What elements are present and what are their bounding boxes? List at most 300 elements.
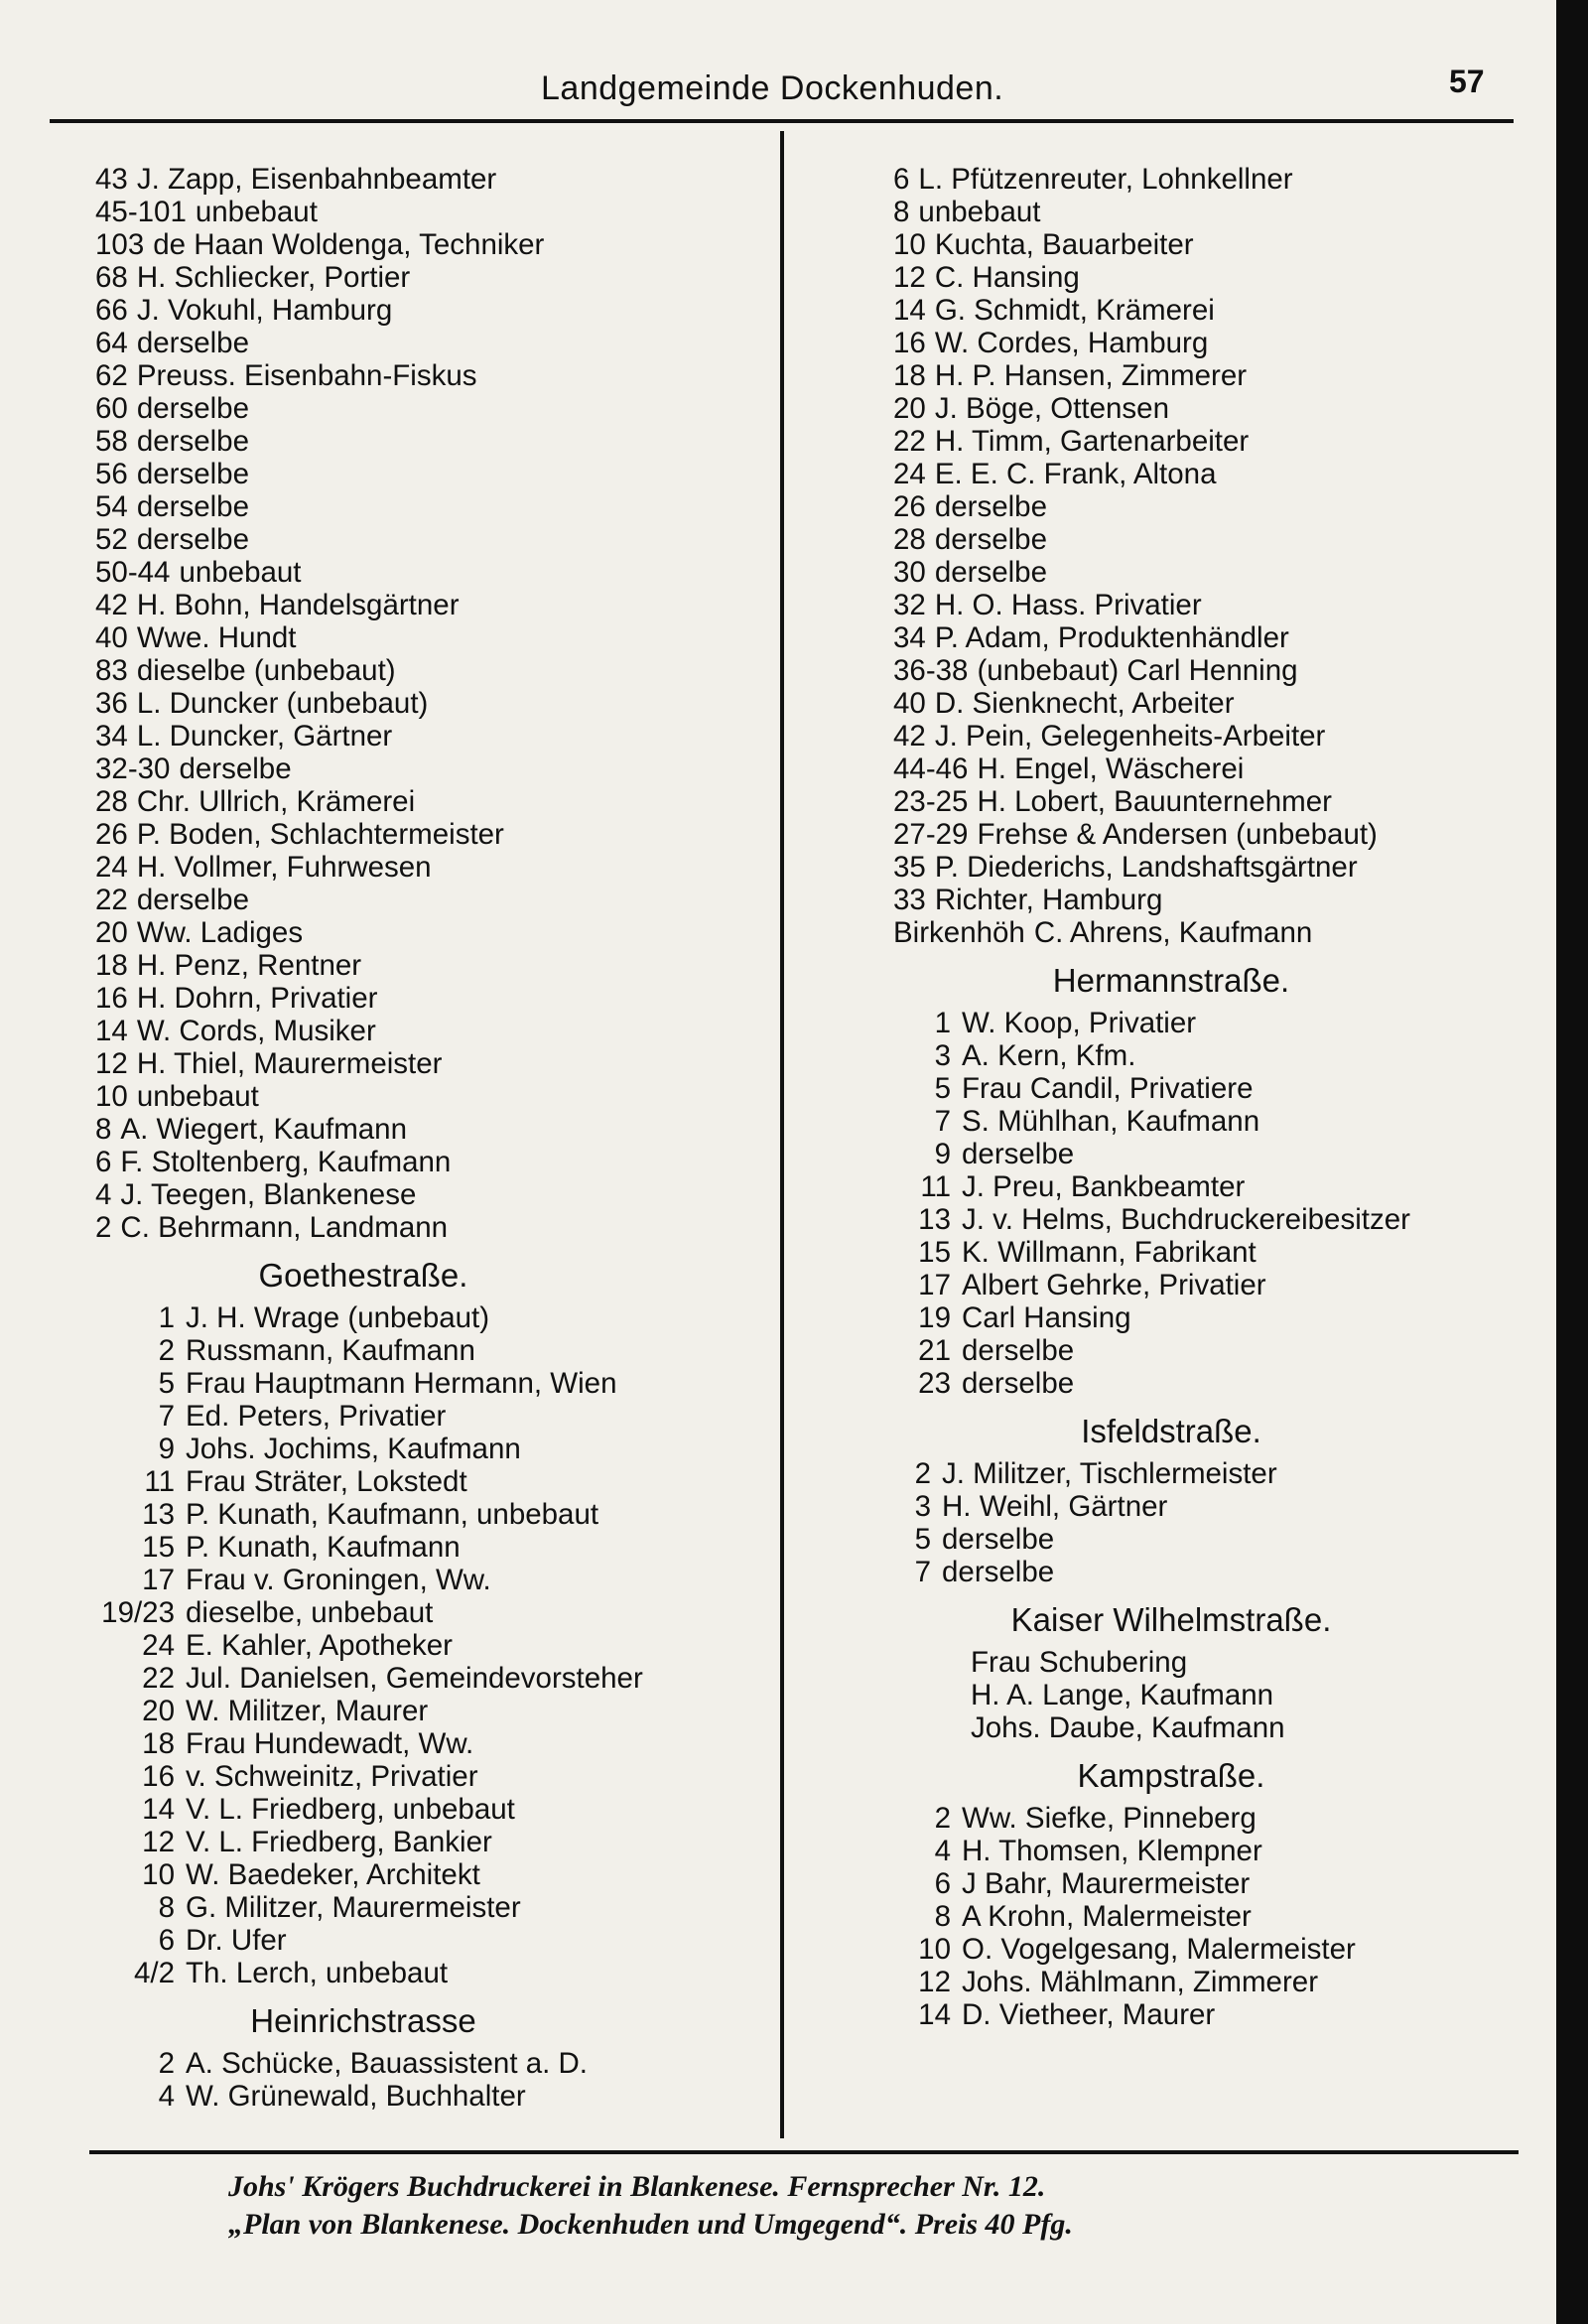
directory-entry bbox=[95, 163, 760, 196]
resident-name: Chr. Ullrich, Krämerei bbox=[136, 785, 416, 818]
resident-name: Albert Gehrke, Privatier bbox=[962, 1269, 1266, 1301]
directory-entry bbox=[893, 294, 1509, 327]
right-column bbox=[893, 163, 1509, 2031]
directory-entry bbox=[893, 1203, 1509, 1236]
house-number: 58 bbox=[95, 425, 128, 458]
resident-name: H. Dohrn, Privatier bbox=[136, 982, 378, 1015]
resident-name: v. Schweinitz, Privatier bbox=[186, 1760, 478, 1793]
directory-entry bbox=[893, 1900, 1509, 1933]
resident-name: P. Kunath, Kaufmann, unbebaut bbox=[186, 1498, 599, 1531]
resident-name: Th. Lerch, unbebaut bbox=[186, 1957, 449, 1989]
resident-name: J. Militzer, Tischlermeister bbox=[942, 1457, 1277, 1490]
directory-entry bbox=[95, 523, 760, 556]
resident-name: E. E. C. Frank, Altona bbox=[934, 458, 1217, 490]
directory-entry bbox=[893, 589, 1509, 621]
resident-name: J. Zapp, Eisenbahnbeamter bbox=[136, 163, 497, 196]
house-number: 5 bbox=[914, 1523, 931, 1556]
resident-name: derselbe bbox=[136, 523, 249, 556]
resident-name: C. Ahrens, Kaufmann bbox=[1033, 916, 1313, 949]
directory-entry bbox=[893, 1301, 1509, 1334]
directory-entry bbox=[893, 621, 1509, 654]
directory-entry bbox=[95, 720, 760, 752]
house-number: 26 bbox=[95, 818, 128, 851]
directory-entry bbox=[95, 1465, 760, 1498]
house-number: 6 bbox=[934, 1867, 951, 1900]
column-divider bbox=[780, 131, 784, 2138]
resident-name: Dr. Ufer bbox=[186, 1924, 287, 1957]
resident-name: F. Stoltenberg, Kaufmann bbox=[120, 1146, 452, 1178]
house-number: 68 bbox=[95, 261, 128, 294]
imprint-line-2: „Plan von Blankenese. Dockenhuden und Umgegend“. Preis 40 Pfg. bbox=[228, 2208, 1073, 2241]
house-number: 4/2 bbox=[133, 1957, 175, 1989]
hermannstrasse-list bbox=[893, 1007, 1509, 1400]
house-number: 2 bbox=[158, 2047, 175, 2080]
house-number: 15 bbox=[142, 1531, 175, 1564]
house-number: 36-38 bbox=[893, 654, 969, 687]
resident-name: derselbe bbox=[136, 327, 249, 359]
house-number: 12 bbox=[893, 261, 926, 294]
resident-name: H. Schliecker, Portier bbox=[136, 261, 411, 294]
directory-entry bbox=[893, 1367, 1509, 1400]
resident-name: Wwe. Hundt bbox=[136, 621, 297, 654]
resident-name: derselbe bbox=[942, 1556, 1055, 1588]
directory-entry bbox=[893, 1138, 1509, 1170]
resident-name: derselbe bbox=[136, 490, 249, 523]
directory-entry bbox=[95, 1957, 760, 1989]
resident-name: J. Vokuhl, Hamburg bbox=[136, 294, 393, 327]
resident-name: Richter, Hamburg bbox=[934, 884, 1163, 916]
resident-name: O. Vogelgesang, Malermeister bbox=[962, 1933, 1356, 1966]
resident-name: H. Thomsen, Klempner bbox=[962, 1835, 1262, 1867]
left-column bbox=[95, 163, 760, 2113]
directory-entry bbox=[893, 392, 1509, 425]
resident-name: H. O. Hass. Privatier bbox=[934, 589, 1202, 621]
street-heading-kampstrasse: Kampstraße. bbox=[1077, 1757, 1265, 1794]
directory-entry bbox=[893, 1998, 1509, 2031]
resident-name: derselbe bbox=[136, 884, 249, 916]
resident-name: Johs. Mählmann, Zimmerer bbox=[962, 1966, 1319, 1998]
house-number: 2 bbox=[914, 1457, 931, 1490]
house-number: 20 bbox=[95, 916, 128, 949]
directory-entry bbox=[95, 556, 760, 589]
resident-name: Frau Candil, Privatiere bbox=[962, 1072, 1254, 1105]
resident-name: V. L. Friedberg, Bankier bbox=[186, 1826, 492, 1858]
resident-name: A Krohn, Malermeister bbox=[962, 1900, 1252, 1933]
directory-entry bbox=[95, 1433, 760, 1465]
directory-entry bbox=[893, 1802, 1509, 1835]
house-number: 8 bbox=[158, 1891, 175, 1924]
directory-entry bbox=[95, 785, 760, 818]
directory-entry bbox=[893, 916, 1509, 949]
directory-entry bbox=[95, 654, 760, 687]
house-number: 16 bbox=[142, 1760, 175, 1793]
resident-name: W. Koop, Privatier bbox=[962, 1007, 1197, 1039]
house-number: 4 bbox=[934, 1835, 951, 1867]
directory-entry bbox=[893, 1523, 1509, 1556]
house-number: 66 bbox=[95, 294, 128, 327]
directory-entry bbox=[95, 1760, 760, 1793]
resident-name: derselbe bbox=[962, 1367, 1075, 1400]
directory-entry bbox=[893, 1646, 1509, 1679]
directory-entry bbox=[893, 1867, 1509, 1900]
house-number: 8 bbox=[95, 1113, 112, 1146]
directory-entry bbox=[95, 1334, 760, 1367]
directory-entry bbox=[95, 1826, 760, 1858]
directory-entry bbox=[893, 1039, 1509, 1072]
resident-name: L. Duncker, Gärtner bbox=[136, 720, 393, 752]
house-number: 5 bbox=[158, 1367, 175, 1400]
house-number: 1 bbox=[934, 1007, 951, 1039]
house-number: 5 bbox=[934, 1072, 951, 1105]
directory-entry bbox=[893, 458, 1509, 490]
directory-entry bbox=[893, 556, 1509, 589]
directory-entry bbox=[893, 851, 1509, 884]
resident-name: P. Adam, Produktenhändler bbox=[934, 621, 1289, 654]
resident-name: C. Hansing bbox=[934, 261, 1080, 294]
resident-name: W. Cords, Musiker bbox=[136, 1015, 376, 1047]
house-number: 15 bbox=[918, 1236, 951, 1269]
resident-name: Ww. Ladiges bbox=[136, 916, 304, 949]
directory-entry bbox=[893, 1072, 1509, 1105]
directory-entry bbox=[893, 785, 1509, 818]
house-number: 83 bbox=[95, 654, 128, 687]
house-number: 9 bbox=[934, 1138, 951, 1170]
resident-name: Frau Hauptmann Hermann, Wien bbox=[186, 1367, 617, 1400]
resident-name: derselbe bbox=[942, 1523, 1055, 1556]
house-number: 103 bbox=[95, 228, 145, 261]
directory-entry bbox=[95, 1498, 760, 1531]
house-number: 7 bbox=[158, 1400, 175, 1433]
resident-name: H. Vollmer, Fuhrwesen bbox=[136, 851, 432, 884]
heinrichstrasse-list bbox=[95, 2047, 760, 2113]
directory-entry bbox=[95, 621, 760, 654]
house-number: 40 bbox=[893, 687, 926, 720]
house-number: 18 bbox=[95, 949, 128, 982]
resident-name: J. Preu, Bankbeamter bbox=[962, 1170, 1246, 1203]
resident-name: dieselbe (unbebaut) bbox=[136, 654, 396, 687]
resident-name: Preuss. Eisenbahn-Fiskus bbox=[136, 359, 477, 392]
directory-entry bbox=[893, 425, 1509, 458]
house-number: 44-46 bbox=[893, 752, 969, 785]
house-number: 2 bbox=[158, 1334, 175, 1367]
directory-entry bbox=[893, 818, 1509, 851]
resident-name: derselbe bbox=[962, 1138, 1075, 1170]
resident-name: Johs. Daube, Kaufmann bbox=[971, 1711, 1285, 1744]
resident-name: W. Baedeker, Architekt bbox=[186, 1858, 480, 1891]
house-number: 35 bbox=[893, 851, 926, 884]
directory-entry bbox=[95, 196, 760, 228]
house-number: 45-101 bbox=[95, 196, 187, 228]
house-number: 18 bbox=[142, 1727, 175, 1760]
resident-name: unbebaut bbox=[136, 1080, 259, 1113]
street-heading-hermannstrasse: Hermannstraße. bbox=[1052, 962, 1290, 999]
directory-entry bbox=[95, 1695, 760, 1727]
directory-entry bbox=[893, 1966, 1509, 1998]
directory-entry bbox=[893, 490, 1509, 523]
directory-entry bbox=[893, 687, 1509, 720]
house-number: 14 bbox=[142, 1793, 175, 1826]
house-number: 10 bbox=[893, 228, 926, 261]
house-number: 7 bbox=[914, 1556, 931, 1588]
street-heading-goethestrasse: Goethestraße. bbox=[258, 1257, 468, 1294]
house-number: 11 bbox=[920, 1170, 951, 1203]
directory-entry bbox=[95, 1531, 760, 1564]
resident-name: A. Schücke, Bauassistent a. D. bbox=[186, 2047, 589, 2080]
house-number: 21 bbox=[918, 1334, 951, 1367]
resident-name: G. Militzer, Maurermeister bbox=[186, 1891, 521, 1924]
resident-name: J. Böge, Ottensen bbox=[934, 392, 1169, 425]
house-number: 24 bbox=[95, 851, 128, 884]
resident-name: P. Kunath, Kaufmann bbox=[186, 1531, 461, 1564]
directory-entry bbox=[893, 884, 1509, 916]
resident-name: de Haan Woldenga, Techniker bbox=[153, 228, 545, 261]
house-number: 62 bbox=[95, 359, 128, 392]
goethestrasse-list bbox=[95, 1301, 760, 1989]
house-number: 43 bbox=[95, 163, 128, 196]
directory-entry bbox=[95, 1301, 760, 1334]
house-number: 36 bbox=[95, 687, 128, 720]
street-heading-isfeldstrasse: Isfeldstraße. bbox=[1081, 1413, 1261, 1449]
resident-name: Frau Hundewadt, Ww. bbox=[186, 1727, 474, 1760]
resident-name: Frehse & Andersen (unbebaut) bbox=[977, 818, 1378, 851]
resident-name: derselbe bbox=[136, 458, 249, 490]
directory-entry bbox=[893, 720, 1509, 752]
house-number: 52 bbox=[95, 523, 128, 556]
directory-entry bbox=[95, 2047, 760, 2080]
resident-name: derselbe bbox=[136, 425, 249, 458]
directory-entry bbox=[95, 1400, 760, 1433]
house-number: 64 bbox=[95, 327, 128, 359]
house-number: 24 bbox=[142, 1629, 175, 1662]
house-number: 6 bbox=[158, 1924, 175, 1957]
house-number: 4 bbox=[158, 2080, 175, 2113]
house-number: 16 bbox=[893, 327, 926, 359]
directory-entry bbox=[893, 1711, 1509, 1744]
resident-name: H. Bohn, Handelsgärtner bbox=[136, 589, 460, 621]
footer-rule bbox=[89, 2150, 1519, 2154]
directory-entry bbox=[893, 1269, 1509, 1301]
directory-entry bbox=[95, 687, 760, 720]
directory-entry bbox=[893, 1007, 1509, 1039]
house-number: 34 bbox=[893, 621, 926, 654]
page-title: Landgemeinde Dockenhuden. bbox=[541, 69, 1004, 107]
house-number: 28 bbox=[95, 785, 128, 818]
resident-name: H. Weihl, Gärtner bbox=[942, 1490, 1168, 1523]
directory-entry bbox=[893, 163, 1509, 196]
directory-entry bbox=[95, 261, 760, 294]
house-number: 7 bbox=[934, 1105, 951, 1138]
directory-entry bbox=[95, 1891, 760, 1924]
house-number: 10 bbox=[918, 1933, 951, 1966]
directory-entry bbox=[95, 1113, 760, 1146]
directory-entry bbox=[95, 818, 760, 851]
isfeldstrasse-list bbox=[893, 1457, 1509, 1588]
house-number: 2 bbox=[95, 1211, 112, 1244]
house-number: 28 bbox=[893, 523, 926, 556]
directory-entry bbox=[893, 359, 1509, 392]
directory-entry bbox=[95, 1211, 760, 1244]
resident-name: A. Kern, Kfm. bbox=[962, 1039, 1136, 1072]
directory-entry bbox=[893, 228, 1509, 261]
house-number: 11 bbox=[144, 1465, 175, 1498]
house-number: 22 bbox=[142, 1662, 175, 1695]
resident-name: derselbe bbox=[136, 392, 249, 425]
directory-entry bbox=[95, 327, 760, 359]
resident-name: J Bahr, Maurermeister bbox=[962, 1867, 1251, 1900]
house-number: 9 bbox=[158, 1433, 175, 1465]
resident-name: derselbe bbox=[934, 523, 1047, 556]
right-first-block bbox=[893, 163, 1509, 949]
resident-name: Ed. Peters, Privatier bbox=[186, 1400, 447, 1433]
resident-name: D. Sienknecht, Arbeiter bbox=[934, 687, 1235, 720]
resident-name: W. Militzer, Maurer bbox=[186, 1695, 429, 1727]
house-number: 22 bbox=[95, 884, 128, 916]
directory-entry bbox=[893, 1457, 1509, 1490]
imprint-line-1: Johs' Krögers Buchdruckerei in Blankenese. Fernsprecher Nr. 12. bbox=[228, 2170, 1046, 2203]
house-number: 12 bbox=[918, 1966, 951, 1998]
resident-name: S. Mühlhan, Kaufmann bbox=[962, 1105, 1260, 1138]
directory-entry bbox=[95, 1564, 760, 1596]
house-number: 22 bbox=[893, 425, 926, 458]
directory-entry bbox=[95, 425, 760, 458]
resident-name: Frau Schubering bbox=[971, 1646, 1188, 1679]
resident-name: derselbe bbox=[179, 752, 292, 785]
house-number: Birkenhöh bbox=[893, 916, 1025, 949]
directory-entry bbox=[95, 392, 760, 425]
house-number: 33 bbox=[893, 884, 926, 916]
resident-name: Russmann, Kaufmann bbox=[186, 1334, 475, 1367]
directory-entry bbox=[95, 294, 760, 327]
resident-name: C. Behrmann, Landmann bbox=[120, 1211, 449, 1244]
house-number: 2 bbox=[934, 1802, 951, 1835]
house-number: 42 bbox=[95, 589, 128, 621]
house-number: 8 bbox=[934, 1900, 951, 1933]
resident-name: P. Diederichs, Landshaftsgärtner bbox=[934, 851, 1358, 884]
house-number: 13 bbox=[918, 1203, 951, 1236]
house-number: 16 bbox=[95, 982, 128, 1015]
house-number: 3 bbox=[914, 1490, 931, 1523]
scan-edge bbox=[1556, 0, 1588, 2324]
resident-name: J. H. Wrage (unbebaut) bbox=[186, 1301, 490, 1334]
house-number: 20 bbox=[893, 392, 926, 425]
resident-name: Jul. Danielsen, Gemeindevorsteher bbox=[186, 1662, 643, 1695]
house-number: 14 bbox=[95, 1015, 128, 1047]
house-number: 1 bbox=[158, 1301, 175, 1334]
directory-entry bbox=[95, 359, 760, 392]
house-number: 32 bbox=[893, 589, 926, 621]
directory-entry bbox=[95, 1596, 760, 1629]
house-number: 8 bbox=[893, 196, 910, 228]
house-number: 56 bbox=[95, 458, 128, 490]
directory-entry bbox=[95, 1924, 760, 1957]
house-number: 13 bbox=[142, 1498, 175, 1531]
directory-entry bbox=[95, 1629, 760, 1662]
house-number: 10 bbox=[95, 1080, 128, 1113]
resident-name: Kuchta, Bauarbeiter bbox=[934, 228, 1194, 261]
house-number: 19 bbox=[918, 1301, 951, 1334]
directory-entry bbox=[893, 1334, 1509, 1367]
house-number: 4 bbox=[95, 1178, 112, 1211]
resident-name: Frau v. Groningen, Ww. bbox=[186, 1564, 491, 1596]
house-number: 23-25 bbox=[893, 785, 969, 818]
resident-name: H. P. Hansen, Zimmerer bbox=[934, 359, 1248, 392]
directory-entry bbox=[95, 228, 760, 261]
directory-entry bbox=[893, 261, 1509, 294]
resident-name: Ww. Siefke, Pinneberg bbox=[962, 1802, 1257, 1835]
directory-entry bbox=[95, 1858, 760, 1891]
house-number: 6 bbox=[95, 1146, 112, 1178]
resident-name: J. v. Helms, Buchdruckereibesitzer bbox=[962, 1203, 1410, 1236]
house-number: 26 bbox=[893, 490, 926, 523]
printer-imprint bbox=[228, 2168, 1469, 2244]
directory-entry bbox=[95, 1178, 760, 1211]
resident-name: J. Teegen, Blankenese bbox=[120, 1178, 417, 1211]
directory-entry bbox=[893, 1933, 1509, 1966]
kampstrasse-list bbox=[893, 1802, 1509, 2031]
directory-entry bbox=[893, 654, 1509, 687]
resident-name: H. Penz, Rentner bbox=[136, 949, 362, 982]
resident-name: derselbe bbox=[962, 1334, 1075, 1367]
kaiser-wilhelmstrasse-list bbox=[893, 1646, 1509, 1744]
resident-name: Johs. Jochims, Kaufmann bbox=[186, 1433, 521, 1465]
directory-entry bbox=[893, 1236, 1509, 1269]
house-number: 12 bbox=[95, 1047, 128, 1080]
directory-entry bbox=[893, 523, 1509, 556]
directory-entry bbox=[95, 949, 760, 982]
resident-name: Carl Hansing bbox=[962, 1301, 1131, 1334]
house-number: 10 bbox=[142, 1858, 175, 1891]
directory-entry bbox=[95, 851, 760, 884]
resident-name: unbebaut bbox=[918, 196, 1041, 228]
house-number: 24 bbox=[893, 458, 926, 490]
resident-name: W. Cordes, Hamburg bbox=[934, 327, 1209, 359]
house-number: 14 bbox=[918, 1998, 951, 2031]
directory-entry bbox=[893, 1105, 1509, 1138]
resident-name: E. Kahler, Apotheker bbox=[186, 1629, 453, 1662]
house-number: 20 bbox=[142, 1695, 175, 1727]
resident-name: dieselbe, unbebaut bbox=[186, 1596, 434, 1629]
resident-name: H. Timm, Gartenarbeiter bbox=[934, 425, 1250, 458]
house-number: 32-30 bbox=[95, 752, 171, 785]
directory-entry bbox=[893, 196, 1509, 228]
directory-entry bbox=[95, 916, 760, 949]
directory-entry bbox=[893, 327, 1509, 359]
house-number: 14 bbox=[893, 294, 926, 327]
directory-entry bbox=[95, 752, 760, 785]
resident-name: H. Lobert, Bauunternehmer bbox=[977, 785, 1332, 818]
directory-entry bbox=[95, 1793, 760, 1826]
house-number: 3 bbox=[934, 1039, 951, 1072]
resident-name: unbebaut bbox=[179, 556, 302, 589]
resident-name: J. Pein, Gelegenheits-Arbeiter bbox=[934, 720, 1326, 752]
resident-name: V. L. Friedberg, unbebaut bbox=[186, 1793, 515, 1826]
resident-name: L. Pfützenreuter, Lohnkellner bbox=[918, 163, 1293, 196]
directory-entry bbox=[95, 1727, 760, 1760]
directory-entry bbox=[95, 2080, 760, 2113]
resident-name: G. Schmidt, Krämerei bbox=[934, 294, 1215, 327]
house-number: 50-44 bbox=[95, 556, 171, 589]
page-number: 57 bbox=[1449, 64, 1485, 99]
directory-entry bbox=[95, 1367, 760, 1400]
house-number: 17 bbox=[142, 1564, 175, 1596]
directory-entry bbox=[95, 884, 760, 916]
directory-entry bbox=[893, 1170, 1509, 1203]
street-heading-heinrichstrasse: Heinrichstrasse bbox=[250, 2002, 476, 2039]
resident-name: (unbebaut) Carl Henning bbox=[977, 654, 1298, 687]
directory-entry bbox=[893, 752, 1509, 785]
house-number: 19/23 bbox=[101, 1596, 175, 1629]
directory-entry bbox=[893, 1835, 1509, 1867]
